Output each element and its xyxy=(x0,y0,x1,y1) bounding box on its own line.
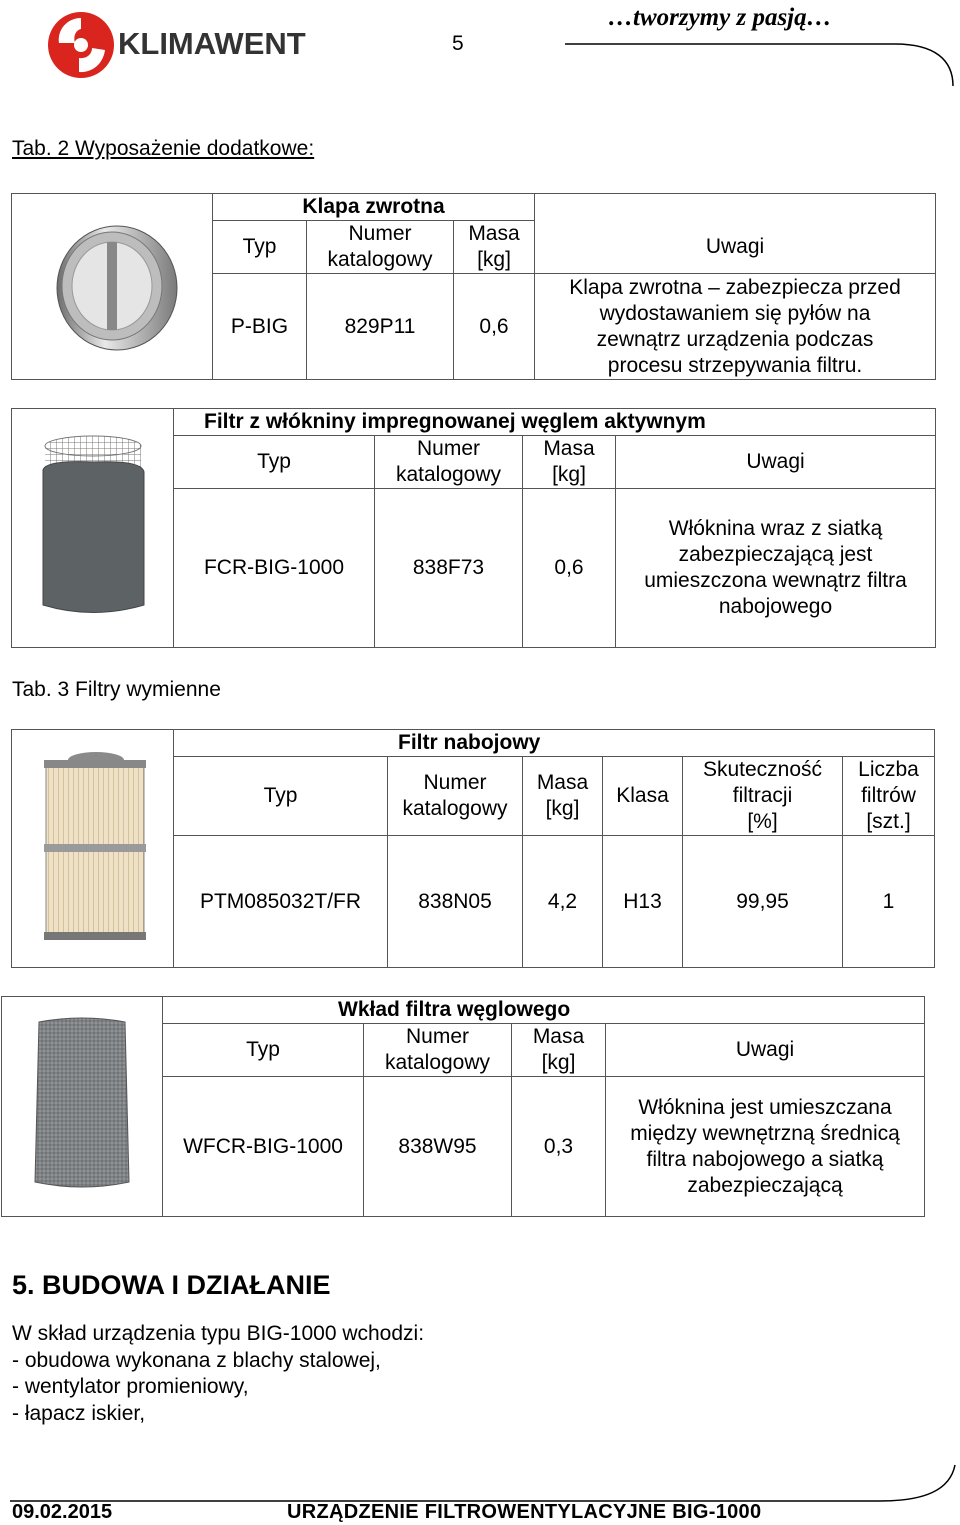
cell-masa: 0,6 xyxy=(523,489,616,648)
cell-uwagi: Włóknina jest umieszczana między wewnętrzną średnicą filtra nabojowego a siatką zabezpieczającą xyxy=(606,1077,925,1217)
brand-name: KLIMAWENT xyxy=(118,26,306,61)
carbon-insert-image xyxy=(27,1014,137,1192)
footer-title: URZĄDZENIE FILTROWENTYLACYJNE BIG-1000 xyxy=(287,1501,762,1523)
cell-numer: 838N05 xyxy=(388,836,523,968)
col-typ: Typ xyxy=(213,221,307,274)
col-masa: Masa [kg] xyxy=(454,221,535,274)
col-liczba-filtrow: Liczba filtrów [szt.] xyxy=(843,757,935,836)
klapa-title: Klapa zwrotna xyxy=(213,194,535,221)
cell-numer: 829P11 xyxy=(307,274,454,380)
cell-numer: 838F73 xyxy=(375,489,523,648)
klapa-table xyxy=(11,193,936,380)
col-uwagi: Uwagi xyxy=(606,1024,925,1077)
col-uwagi: Uwagi xyxy=(616,436,936,489)
cell-typ: WFCR-BIG-1000 xyxy=(163,1077,364,1217)
col-numer: Numer katalogowy xyxy=(375,436,523,489)
cell-uwagi: Włóknina wraz z siatką zabezpieczającą jest umieszczona wewnątrz filtra nabojowego xyxy=(616,489,936,648)
wklad-table xyxy=(1,996,925,1217)
footer-rule xyxy=(0,1460,960,1505)
cell-typ: FCR-BIG-1000 xyxy=(174,489,375,648)
body-line: - obudowa wykonana z blachy stalowej, xyxy=(12,1348,381,1372)
section-heading: 5. BUDOWA I DZIAŁANIE xyxy=(12,1270,331,1300)
col-numer: Numer katalogowy xyxy=(388,757,523,836)
filtr-wegiel-image-cell xyxy=(12,409,174,648)
filtr-nabojowy-title: Filtr nabojowy xyxy=(174,730,935,757)
tab2-caption: Tab. 2 Wyposażenie dodatkowe: xyxy=(12,137,315,160)
col-numer: Numer katalogowy xyxy=(307,221,454,274)
tagline: …tworzymy z pasją… xyxy=(608,4,832,31)
col-numer: Numer katalogowy xyxy=(364,1024,512,1077)
cell-uwagi: Klapa zwrotna – zabezpiecza przed wydostawaniem się pyłów na zewnątrz urządzenia podczas procesu strzepywania filtru. xyxy=(535,274,936,380)
body-line: - wentylator promieniowy, xyxy=(12,1375,249,1398)
cell-typ: PTM085032T/FR xyxy=(174,836,388,968)
cell-masa: 0,3 xyxy=(512,1077,606,1217)
cell-skutecznosc: 99,95 xyxy=(683,836,843,968)
cartridge-filter-image xyxy=(38,748,148,943)
cell-liczba: 1 xyxy=(843,836,935,968)
col-masa: Masa [kg] xyxy=(523,436,616,489)
body-line: W skład urządzenia typu BIG-1000 wchodzi: xyxy=(12,1322,425,1345)
col-skutecznosc: Skuteczność filtracji [%] xyxy=(683,757,843,836)
carbon-filter-image xyxy=(38,430,148,620)
footer-date: 09.02.2015 xyxy=(12,1501,113,1523)
page-number: 5 xyxy=(452,32,464,55)
col-typ: Typ xyxy=(163,1024,364,1077)
col-typ: Typ xyxy=(174,436,375,489)
col-klasa: Klasa xyxy=(603,757,683,836)
col-uwagi: Uwagi xyxy=(535,221,936,274)
filtr-wegiel-table xyxy=(11,408,936,648)
cell-klasa: H13 xyxy=(603,836,683,968)
wklad-title: Wkład filtra węglowego xyxy=(163,997,925,1024)
header-rule xyxy=(565,0,960,90)
klapa-image-cell xyxy=(12,194,213,380)
cell-numer: 838W95 xyxy=(364,1077,512,1217)
cell-masa: 4,2 xyxy=(523,836,603,968)
cell-typ: P-BIG xyxy=(213,274,307,380)
col-typ: Typ xyxy=(174,757,388,836)
filtr-wegiel-title: Filtr z włókniny impregnowanej węglem aktywnym xyxy=(174,409,936,436)
check-valve-image xyxy=(37,208,187,358)
filtr-nabojowy-table xyxy=(11,729,935,968)
body-line: - łapacz iskier, xyxy=(12,1401,146,1425)
wklad-image-cell xyxy=(2,997,163,1217)
filtr-nabojowy-image-cell xyxy=(12,730,174,968)
tab3-caption: Tab. 3 Filtry wymienne xyxy=(12,678,221,701)
col-masa: Masa [kg] xyxy=(523,757,603,836)
cell-masa: 0,6 xyxy=(454,274,535,380)
section-body xyxy=(12,1321,424,1427)
col-masa: Masa [kg] xyxy=(512,1024,606,1077)
